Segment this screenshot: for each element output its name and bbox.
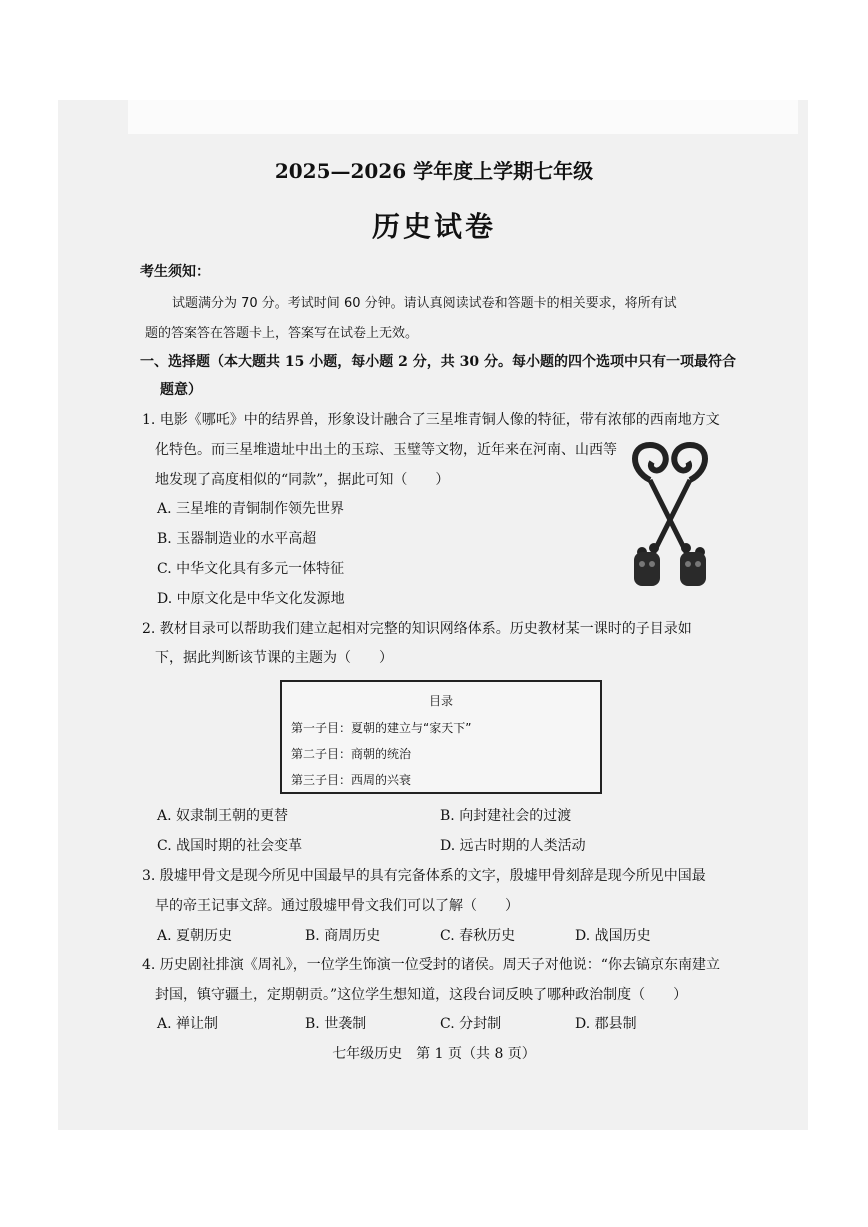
q3-option-d: D. 战国历史 xyxy=(575,928,651,944)
q1-stem-3: 地发现了高度相似的“同款”，据此可知（ ） xyxy=(155,472,450,488)
q3-stem-2: 早的帝王记事文辞。通过殷墟甲骨文我们可以了解（ ） xyxy=(155,898,519,914)
table-of-contents-box xyxy=(280,680,602,794)
q1-stem-1: 1. 电影《哪吒》中的结界兽，形象设计融合了三星堆青铜人像的特征，带有浓郁的西南地方文 xyxy=(142,412,720,428)
notice-line-1: 试题满分为 70 分。考试时间 60 分钟。请认真阅读试卷和答题卡的相关要求，将所有试 xyxy=(172,296,677,311)
q2-option-b: B. 向封建社会的过渡 xyxy=(440,808,572,824)
exam-year-title: 2025—2026 学年度上学期七年级 xyxy=(274,159,594,183)
q1-option-a: A. 三星堆的青铜制作领先世界 xyxy=(157,501,345,517)
q3-option-a: A. 夏朝历史 xyxy=(157,928,233,944)
q3-option-b: B. 商周历史 xyxy=(305,928,381,944)
q1-stem-2: 化特色。而三星堆遗址中出土的玉琮、玉璧等文物，近年来在河南、山西等 xyxy=(155,442,617,458)
q1-option-d: D. 中原文化是中华文化发源地 xyxy=(157,591,345,607)
q2-option-d: D. 远古时期的人类活动 xyxy=(440,838,586,854)
q2-stem-1: 2. 教材目录可以帮助我们建立起相对完整的知识网络体系。历史教材某一课时的子目录如 xyxy=(142,621,692,637)
q4-option-a: A. 禅让制 xyxy=(157,1016,219,1032)
jade-artifact-image xyxy=(620,440,720,600)
toc-item-2: 第二子目：商朝的统治 xyxy=(291,747,412,761)
toc-item-3: 第三子目：西周的兴衰 xyxy=(291,773,412,787)
q2-stem-2: 下，据此判断该节课的主题为（ ） xyxy=(155,650,393,666)
q1-option-c: C. 中华文化具有多元一体特征 xyxy=(157,561,345,577)
q4-stem-2: 封国，镇守疆土，定期朝贡。”这位学生想知道，这段台词反映了哪种政治制度（ ） xyxy=(155,987,688,1003)
notice-line-2: 题的答案答在答题卡上，答案写在试卷上无效。 xyxy=(145,326,419,341)
toc-item-1: 第一子目：夏朝的建立与“家天下” xyxy=(291,721,472,735)
q3-option-c: C. 春秋历史 xyxy=(440,928,516,944)
toc-heading: 目录 xyxy=(428,694,453,708)
q1-option-b: B. 玉器制造业的水平高超 xyxy=(157,531,317,547)
q4-option-b: B. 世袭制 xyxy=(305,1016,367,1032)
q3-stem-1: 3. 殷墟甲骨文是现今所见中国最早的具有完备体系的文字，殷墟甲骨刻辞是现今所见中国最 xyxy=(142,868,706,884)
section-1-heading-cont: 题意） xyxy=(160,382,202,398)
exam-subject-title: 历史试卷 xyxy=(371,210,496,243)
scan-margin xyxy=(128,100,798,134)
q4-option-d: D. 郡县制 xyxy=(575,1016,637,1032)
exam-paper xyxy=(58,100,808,1130)
page-footer: 七年级历史 第 1 页（共 8 页） xyxy=(332,1046,536,1062)
q4-option-c: C. 分封制 xyxy=(440,1016,502,1032)
q2-option-c: C. 战国时期的社会变革 xyxy=(157,838,303,854)
notice-heading: 考生须知： xyxy=(140,264,210,280)
section-1-heading: 一、选择题（本大题共 15 小题，每小题 2 分，共 30 分。每小题的四个选项中只有一项最符合 xyxy=(140,354,736,370)
q2-option-a: A. 奴隶制王朝的更替 xyxy=(157,808,289,824)
q4-stem-1: 4. 历史剧社排演《周礼》，一位学生饰演一位受封的诸侯。周天子对他说：“你去镐京东南建立 xyxy=(142,957,720,973)
